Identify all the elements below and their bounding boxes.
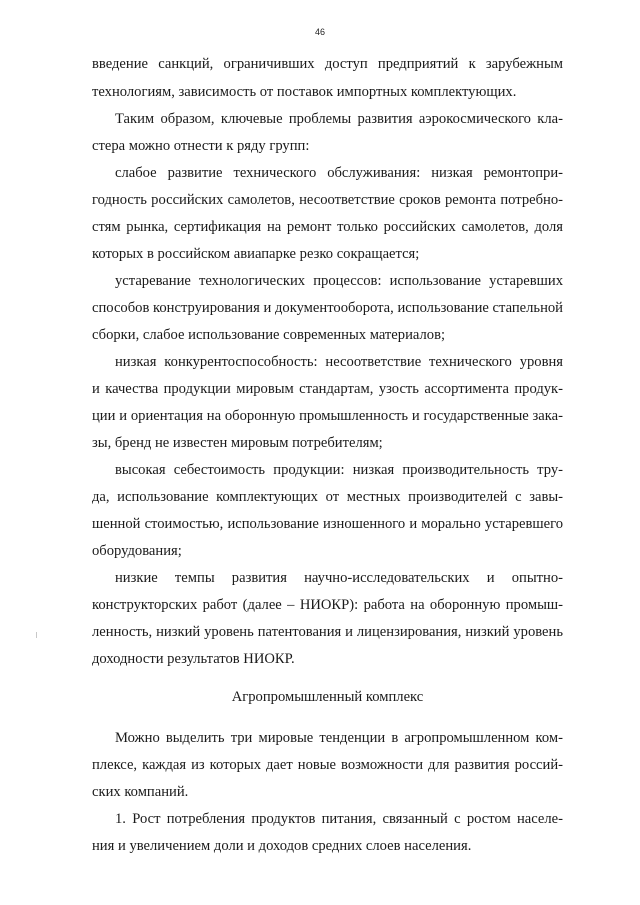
text-line: ции и ориентация на оборонную промышленность и государственные зака-	[92, 408, 563, 424]
section-heading: Агропромышленный комплекс	[231, 689, 424, 705]
text-line: Таким образом, ключевые проблемы развития аэрокосмического кла-	[115, 111, 563, 127]
text-line: шенной стоимостью, использование изношенного и морально устаревшего	[92, 516, 563, 532]
text-line: годность российских самолетов, несоответствие сроков ремонта потребно-	[92, 192, 563, 208]
text-line: устаревание технологических процессов: использование устаревших	[115, 273, 563, 289]
page-number: 46	[314, 27, 325, 37]
text-line: конструкторских работ (далее – НИОКР): работа на оборонную промыш-	[92, 597, 563, 613]
text-line: оборудования;	[92, 543, 182, 559]
text-line: технологиям, зависимость от поставок импортных комплектующих.	[92, 84, 517, 100]
text-line: и качества продукции мировым стандартам, узость ассортимента продук-	[92, 381, 563, 397]
text-line: плексе, каждая из которых дает новые возможности для развития россий-	[92, 757, 563, 773]
text-line: зы, бренд не известен мировым потребителям;	[92, 435, 383, 451]
text-line: введение санкций, ограничивших доступ предприятий к зарубежным	[92, 56, 563, 72]
text-line: сборки, слабое использование современных материалов;	[92, 327, 446, 343]
text-line: доходности результатов НИОКР.	[92, 651, 295, 667]
text-line: да, использование комплектующих от местных производителей с завы-	[92, 489, 563, 505]
text-line: ния и увеличением доли и доходов средних слоев населения.	[92, 838, 472, 854]
text-line: стям рынка, сертификация на ремонт только российских самолетов, доля	[92, 219, 563, 235]
text-line: стера можно отнести к ряду групп:	[92, 138, 310, 154]
text-line: ских компаний.	[92, 784, 189, 800]
text-line: высокая себестоимость продукции: низкая производительность тру-	[115, 462, 563, 478]
text-line: которых в российском авиапарке резко сокращается;	[92, 246, 420, 262]
text-line: 1. Рост потребления продуктов питания, связанный с ростом населе-	[115, 811, 563, 827]
text-line: слабое развитие технического обслуживания: низкая ремонтопри-	[115, 165, 563, 181]
text-line: низкая конкурентоспособность: несоответствие технического уровня	[115, 354, 563, 370]
text-line: способов конструирования и документооборота, использование стапельной	[92, 300, 563, 316]
text-line: ленность, низкий уровень патентования и лицензирования, низкий уровень	[92, 624, 563, 640]
text-line: низкие темпы развития научно-исследовательских и опытно-	[115, 570, 563, 586]
text-line: Можно выделить три мировые тенденции в агропромышленном ком-	[115, 730, 563, 746]
margin-mark	[36, 632, 37, 638]
